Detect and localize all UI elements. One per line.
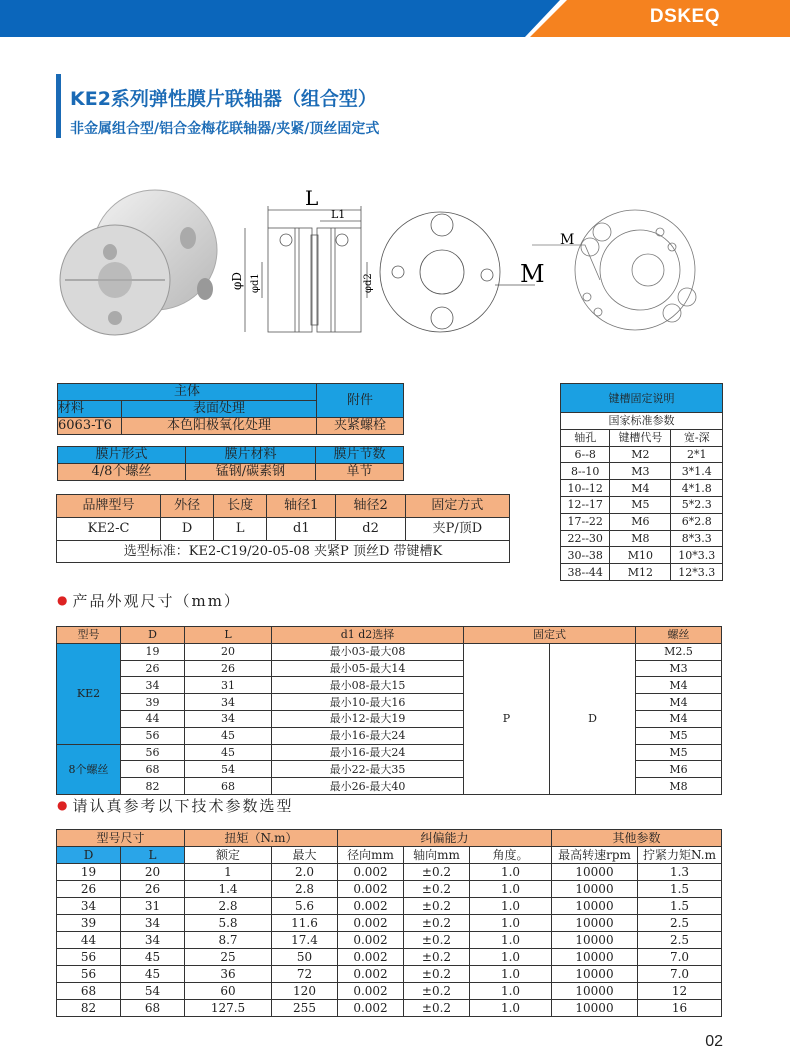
- dim-header: d1 d2选择: [272, 627, 464, 644]
- dim-row: [57, 643, 722, 660]
- tech-row: [57, 898, 722, 915]
- tech-cell: ±0.2: [404, 966, 470, 983]
- tech-cell: 20: [121, 864, 185, 881]
- keyway-cell: 12*3.3: [671, 564, 723, 581]
- tech-group-header: 其他参数: [552, 830, 722, 847]
- model-header: 品牌型号: [57, 495, 161, 518]
- tech-cell: 1.0: [470, 1000, 552, 1017]
- tech-row: [57, 966, 722, 983]
- tech-cell: 10000: [552, 1000, 638, 1017]
- diaphragm-header: 膜片节数: [316, 447, 404, 464]
- screw-cell: M3: [636, 660, 722, 677]
- tech-cell: 2.0: [272, 864, 338, 881]
- page-title: KE2系列弹性膜片联轴器（组合型）: [70, 88, 377, 110]
- keyway-row: [561, 564, 723, 581]
- dim-cell: 19: [121, 643, 185, 660]
- tech-row: [57, 983, 722, 1000]
- tech-cell: 19: [57, 864, 121, 881]
- material-value: 6063-T6: [58, 418, 122, 435]
- keyway-cell: 3*1.4: [671, 463, 723, 480]
- keyway-cell: M2: [610, 446, 671, 463]
- screw-cell: M4: [636, 710, 722, 727]
- tech-cell: 10000: [552, 864, 638, 881]
- product-drawings: [55, 180, 745, 350]
- dim-cell: 最小16-最大24: [272, 744, 464, 761]
- label-M-small: M: [560, 232, 575, 248]
- tech-sub-header: 径向mm: [338, 847, 404, 864]
- dim-cell: 56: [121, 727, 185, 744]
- tech-sub-header: D: [57, 847, 121, 864]
- tech-cell: 39: [57, 915, 121, 932]
- tech-cell: 1.0: [470, 966, 552, 983]
- tech-cell: 56: [57, 966, 121, 983]
- tech-cell: 0.002: [338, 932, 404, 949]
- tech-cell: 10000: [552, 983, 638, 1000]
- keyway-cell: 4*1.8: [671, 480, 723, 497]
- tech-cell: 82: [57, 1000, 121, 1017]
- keyway-title: 键槽固定说明: [561, 384, 723, 413]
- dim-header: D: [121, 627, 185, 644]
- tech-cell: 0.002: [338, 966, 404, 983]
- tech-cell: ±0.2: [404, 932, 470, 949]
- tech-cell: 72: [272, 966, 338, 983]
- keyway-header: 键槽代号: [610, 429, 671, 446]
- tech-cell: ±0.2: [404, 864, 470, 881]
- brand-logo: DSKEQ: [649, 6, 720, 27]
- dim-cell: 39: [121, 694, 185, 711]
- tech-cell: 0.002: [338, 881, 404, 898]
- tech-cell: 11.6: [272, 915, 338, 932]
- dim-header: 螺丝: [636, 627, 722, 644]
- label-M-large: M: [520, 260, 545, 288]
- tech-cell: 2.5: [638, 932, 722, 949]
- screw-cell: M8: [636, 778, 722, 795]
- bullet-icon: ●: [57, 593, 70, 607]
- keyway-cell: 2*1: [671, 446, 723, 463]
- front-view-clamp-drawing: [380, 212, 535, 332]
- tech-cell: 68: [121, 1000, 185, 1017]
- dim-cell: 68: [185, 778, 272, 795]
- accessory-value: 夹紧螺栓: [317, 418, 404, 435]
- tech-cell: 127.5: [185, 1000, 272, 1017]
- label-phi-d2: φd2: [363, 273, 374, 293]
- keyway-cell: 6*2.8: [671, 513, 723, 530]
- tech-cell: 34: [57, 898, 121, 915]
- dim-cell: 34: [121, 677, 185, 694]
- dim-cell: 最小26-最大40: [272, 778, 464, 795]
- keyway-row: [561, 446, 723, 463]
- tech-sub-header: 最高转速rpm: [552, 847, 638, 864]
- screw-cell: M2.5: [636, 643, 722, 660]
- page-subtitle: 非金属组合型/铝合金梅花联轴器/夹紧/顶丝固定式: [70, 121, 380, 137]
- label-phi-d1: φd1: [250, 273, 261, 293]
- dim-cell: 82: [121, 778, 185, 795]
- keyway-cell: 17--22: [561, 513, 610, 530]
- tech-cell: 2.8: [272, 881, 338, 898]
- keyway-row: [561, 480, 723, 497]
- keyway-subtitle: 国家标准参数: [561, 413, 723, 430]
- model-table: [56, 494, 510, 563]
- tech-cell: 16: [638, 1000, 722, 1017]
- tech-row: [57, 881, 722, 898]
- tech-cell: 60: [185, 983, 272, 1000]
- surface-value: 本色阳极氧化处理: [122, 418, 317, 435]
- dim-cell: 26: [185, 660, 272, 677]
- tech-cell: 1.0: [470, 983, 552, 1000]
- dim-cell: 20: [185, 643, 272, 660]
- model-header: 长度: [214, 495, 267, 518]
- keyway-cell: M4: [610, 480, 671, 497]
- tech-cell: 10000: [552, 966, 638, 983]
- dim-cell: 34: [185, 710, 272, 727]
- material-header: 材料: [58, 401, 122, 418]
- tech-cell: 1: [185, 864, 272, 881]
- dim-cell: 最小22-最大35: [272, 761, 464, 778]
- keyway-row: [561, 513, 723, 530]
- tech-cell: 54: [121, 983, 185, 1000]
- screw-cell: M5: [636, 727, 722, 744]
- bullet-icon: ●: [57, 798, 70, 812]
- tech-cell: 17.4: [272, 932, 338, 949]
- side-view-drawing: [245, 206, 367, 332]
- model-group: 8个螺丝: [57, 744, 121, 794]
- tech-cell: 0.002: [338, 949, 404, 966]
- tech-cell: 1.0: [470, 949, 552, 966]
- tech-table: [56, 829, 722, 1017]
- model-header: 固定方式: [405, 495, 509, 518]
- dim-cell: 最小10-最大16: [272, 694, 464, 711]
- tech-cell: 5.8: [185, 915, 272, 932]
- tech-sub-header: L: [121, 847, 185, 864]
- model-header: 外径: [161, 495, 214, 518]
- tech-row: [57, 932, 722, 949]
- keyway-row: [561, 530, 723, 547]
- tech-group-header: 扭矩（N.m）: [185, 830, 338, 847]
- fix-clamp: P: [464, 643, 550, 794]
- tech-cell: 1.5: [638, 881, 722, 898]
- tech-sub-header: 额定: [185, 847, 272, 864]
- keyway-cell: 10--12: [561, 480, 610, 497]
- keyway-cell: 22--30: [561, 530, 610, 547]
- tech-cell: 1.0: [470, 881, 552, 898]
- tech-row: [57, 864, 722, 881]
- tech-cell: 36: [185, 966, 272, 983]
- title-accent-bar: [56, 74, 61, 138]
- dim-cell: 44: [121, 710, 185, 727]
- keyway-cell: M6: [610, 513, 671, 530]
- tech-cell: 45: [121, 949, 185, 966]
- main-body-header: 主体: [58, 384, 317, 401]
- tech-row: [57, 915, 722, 932]
- tech-cell: ±0.2: [404, 949, 470, 966]
- model-value: KE2-C: [57, 518, 161, 541]
- keyway-cell: M8: [610, 530, 671, 547]
- dimensions-title-text: 产品外观尺寸（mm）: [72, 592, 241, 610]
- model-header: 轴径1: [267, 495, 336, 518]
- dim-cell: 45: [185, 744, 272, 761]
- tech-cell: 255: [272, 1000, 338, 1017]
- tech-cell: 120: [272, 983, 338, 1000]
- tech-cell: 45: [121, 966, 185, 983]
- tech-cell: 26: [121, 881, 185, 898]
- keyway-row: [561, 547, 723, 564]
- tech-title-text: 请认真参考以下技术参数选型: [72, 797, 294, 815]
- tech-cell: ±0.2: [404, 1000, 470, 1017]
- keyway-cell: M10: [610, 547, 671, 564]
- keyway-cell: 8--10: [561, 463, 610, 480]
- accessory-header: 附件: [317, 384, 404, 418]
- tech-cell: 34: [121, 932, 185, 949]
- tech-cell: ±0.2: [404, 915, 470, 932]
- surface-header: 表面处理: [122, 401, 317, 418]
- keyway-cell: 10*3.3: [671, 547, 723, 564]
- keyway-cell: M3: [610, 463, 671, 480]
- tech-section-title: [57, 795, 294, 816]
- tech-cell: 1.0: [470, 898, 552, 915]
- tech-sub-header: 角度。: [470, 847, 552, 864]
- tech-cell: 0.002: [338, 915, 404, 932]
- model-value: L: [214, 518, 267, 541]
- keyway-cell: 6--8: [561, 446, 610, 463]
- model-value: D: [161, 518, 214, 541]
- tech-row: [57, 1000, 722, 1017]
- tech-cell: 10000: [552, 932, 638, 949]
- tech-cell: 8.7: [185, 932, 272, 949]
- model-value: d1: [267, 518, 336, 541]
- keyway-header: 宽-深: [671, 429, 723, 446]
- tech-cell: 1.5: [638, 898, 722, 915]
- tech-cell: 56: [57, 949, 121, 966]
- keyway-cell: 30--38: [561, 547, 610, 564]
- keyway-cell: 12--17: [561, 496, 610, 513]
- keyway-table: [560, 383, 723, 581]
- tech-cell: 10000: [552, 915, 638, 932]
- tech-cell: 7.0: [638, 949, 722, 966]
- keyway-row: [561, 496, 723, 513]
- tech-cell: 34: [121, 915, 185, 932]
- tech-cell: 1.0: [470, 915, 552, 932]
- tech-sub-header: 拧紧力矩N.m: [638, 847, 722, 864]
- diaphragm-table: [57, 446, 404, 481]
- tech-cell: ±0.2: [404, 898, 470, 915]
- tech-cell: ±0.2: [404, 881, 470, 898]
- tech-cell: 10000: [552, 881, 638, 898]
- keyway-cell: 5*2.3: [671, 496, 723, 513]
- tech-cell: 0.002: [338, 1000, 404, 1017]
- selection-example: 选型标准：KE2-C19/20-05-08 夹紧P 顶丝D 带键槽K: [57, 541, 510, 563]
- dim-cell: 最小08-最大15: [272, 677, 464, 694]
- tech-cell: 1.4: [185, 881, 272, 898]
- screw-cell: M4: [636, 677, 722, 694]
- dim-header: 型号: [57, 627, 121, 644]
- tech-cell: 31: [121, 898, 185, 915]
- label-L: L: [305, 186, 319, 210]
- tech-cell: 1.0: [470, 864, 552, 881]
- tech-cell: 10000: [552, 898, 638, 915]
- tech-row: [57, 949, 722, 966]
- keyway-cell: M12: [610, 564, 671, 581]
- tech-cell: 0.002: [338, 864, 404, 881]
- diaphragm-value: 4/8个螺丝: [58, 464, 186, 481]
- dim-header: L: [185, 627, 272, 644]
- tech-cell: 44: [57, 932, 121, 949]
- dim-cell: 54: [185, 761, 272, 778]
- dimensions-table: [56, 626, 722, 795]
- tech-cell: 7.0: [638, 966, 722, 983]
- tech-sub-header: 轴向mm: [404, 847, 470, 864]
- dim-cell: 68: [121, 761, 185, 778]
- page-number: 02: [705, 1033, 723, 1050]
- keyway-header: 轴孔: [561, 429, 610, 446]
- model-value: 夹P/顶D: [405, 518, 509, 541]
- tech-cell: 1.3: [638, 864, 722, 881]
- tech-cell: 5.6: [272, 898, 338, 915]
- model-value: d2: [336, 518, 405, 541]
- dim-header: 固定式: [464, 627, 636, 644]
- diaphragm-value: 锰钢/碳素钢: [186, 464, 316, 481]
- tech-sub-header: 最大: [272, 847, 338, 864]
- tech-cell: 50: [272, 949, 338, 966]
- header-bar: [0, 0, 790, 37]
- screw-cell: M5: [636, 744, 722, 761]
- diaphragm-header: 膜片形式: [58, 447, 186, 464]
- label-L1: L1: [331, 208, 346, 221]
- keyway-row: [561, 463, 723, 480]
- keyway-cell: 8*3.3: [671, 530, 723, 547]
- model-group: KE2: [57, 643, 121, 744]
- keyway-cell: 38--44: [561, 564, 610, 581]
- tech-cell: 0.002: [338, 983, 404, 1000]
- diaphragm-header: 膜片材料: [186, 447, 316, 464]
- dim-cell: 45: [185, 727, 272, 744]
- dim-cell: 最小05-最大14: [272, 660, 464, 677]
- dim-cell: 最小03-最大08: [272, 643, 464, 660]
- dim-cell: 31: [185, 677, 272, 694]
- model-header: 轴径2: [336, 495, 405, 518]
- screw-cell: M6: [636, 761, 722, 778]
- tech-cell: 12: [638, 983, 722, 1000]
- tech-cell: 26: [57, 881, 121, 898]
- keyway-cell: M5: [610, 496, 671, 513]
- dim-cell: 26: [121, 660, 185, 677]
- tech-cell: ±0.2: [404, 983, 470, 1000]
- tech-cell: 2.5: [638, 915, 722, 932]
- tech-cell: 25: [185, 949, 272, 966]
- tech-cell: 1.0: [470, 932, 552, 949]
- tech-cell: 2.8: [185, 898, 272, 915]
- screw-cell: M4: [636, 694, 722, 711]
- label-phi-D: φD: [230, 271, 244, 290]
- dimensions-section-title: [57, 590, 241, 611]
- tech-group-header: 纠偏能力: [338, 830, 552, 847]
- body-table: [57, 383, 404, 435]
- dim-cell: 56: [121, 744, 185, 761]
- fix-setscrew: D: [550, 643, 636, 794]
- tech-cell: 10000: [552, 949, 638, 966]
- tech-group-header: 型号尺寸: [57, 830, 185, 847]
- product-3d-image: [60, 190, 217, 335]
- front-view-setscrew-drawing: [532, 210, 696, 330]
- diaphragm-value: 单节: [316, 464, 404, 481]
- dim-cell: 34: [185, 694, 272, 711]
- dim-cell: 最小12-最大19: [272, 710, 464, 727]
- tech-cell: 68: [57, 983, 121, 1000]
- dim-cell: 最小16-最大24: [272, 727, 464, 744]
- tech-cell: 0.002: [338, 898, 404, 915]
